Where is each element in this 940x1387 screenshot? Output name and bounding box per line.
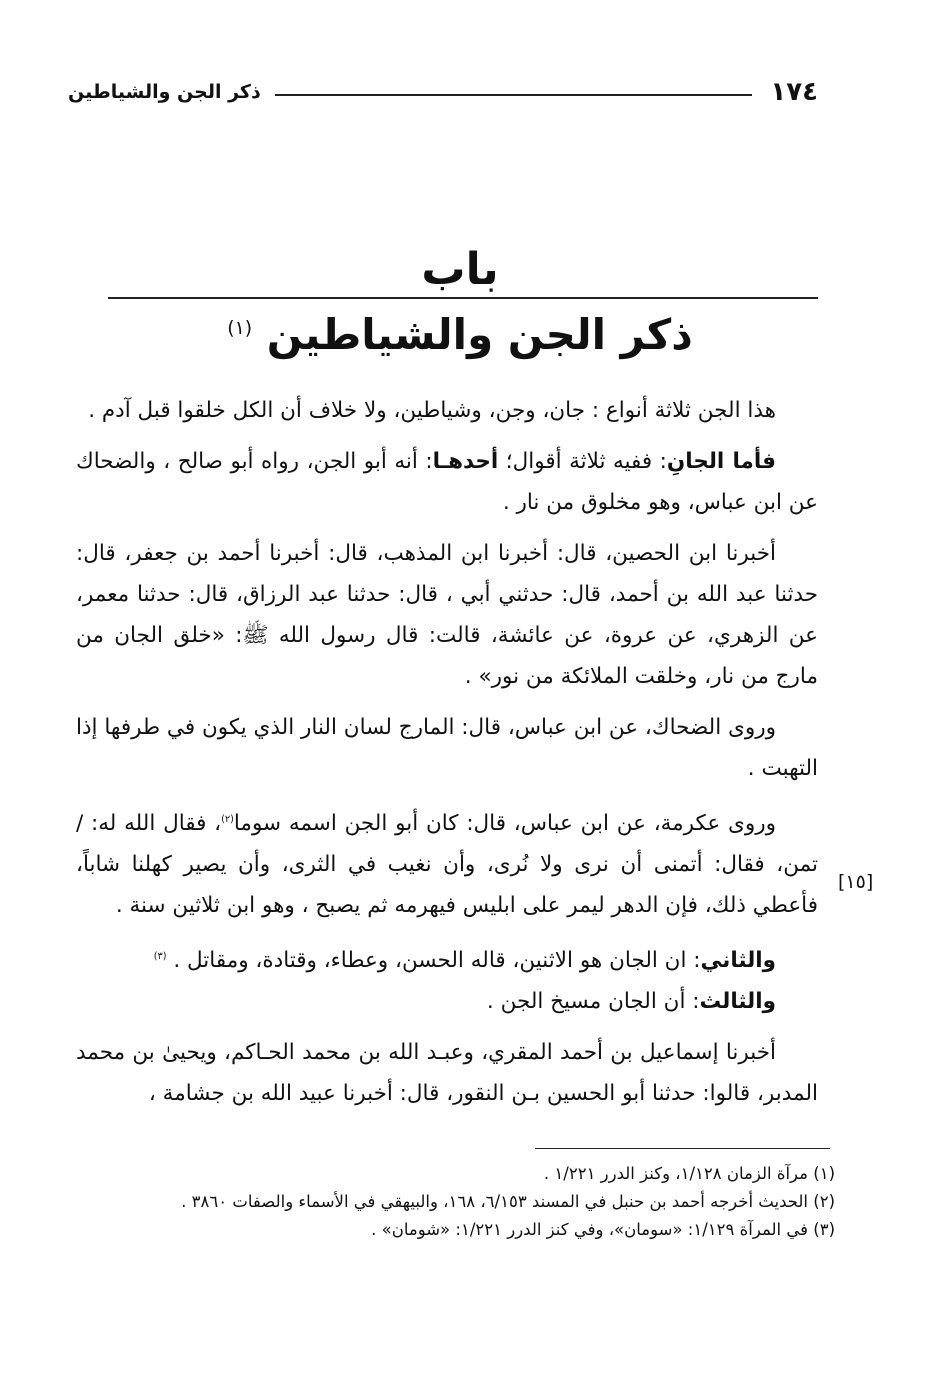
footnote-ref-2: (٢)	[221, 814, 234, 825]
paragraph-6-lead: والثاني	[700, 948, 776, 974]
chapter-title	[200, 310, 720, 360]
paragraph-2	[76, 441, 818, 523]
footnote-rule	[535, 1148, 830, 1149]
footnote-1: (١) مرآة الزمان ١/١٢٨، وكنز الدرر ١/٢٢١ .	[543, 1164, 835, 1183]
chapter-title-note: (١)	[227, 317, 253, 339]
paragraph-5-b: ، فقال الله له: / تمن، فقال: أتمنى أن نرى ولا نُرى، وأن نغيب في الثرى، وأن يصير كهلنا شاباً، فأعطي ذلك، فإن الدهر ليمر على ابليس فيهرمه ثم يصبح ، وهو ابن ثلاثين سنة .	[76, 811, 818, 919]
main-text	[76, 390, 818, 1124]
paragraph-2-first: أحدهـا	[432, 449, 499, 474]
page-number: ١٧٤	[770, 77, 818, 107]
chapter-rule	[108, 297, 818, 299]
paragraph-5-a: وروى عكرمة، عن ابن عباس، قال: كان أبو الجن اسمه سوما	[233, 811, 776, 837]
chapter-title-text: ذكر الجن والشياطين	[266, 310, 693, 359]
running-title: ذكر الجن والشياطين	[68, 81, 261, 103]
paragraph-8: أخبرنا إسماعيل بن أحمد المقري، وعبـد الله بن محمد الحـاكم، ويحيىٰ بن محمد المدبر، قالوا: حدثنا أبو الحسين بـن النقور، قال: أخبرنا عبيد الله بن جشامة ،	[76, 1040, 818, 1107]
paragraph-5	[76, 799, 818, 926]
paragraph-4: وروى الضحاك، عن ابن عباس، قال: المارج لسان النار الذي يكون في طرفها إذا التهبت .	[76, 715, 818, 781]
paragraph-6	[76, 936, 818, 981]
margin-reference: [١٥]	[838, 871, 874, 893]
footnote-ref-3: (٣)	[153, 951, 167, 963]
header-rule	[275, 94, 753, 96]
paragraph-1: هذا الجن ثلاثة أنواع : جان، وجن، وشياطين، ولا خلاف أن الكل خلقوا قبل آدم .	[88, 398, 776, 423]
paragraph-7-lead: والثالث	[699, 989, 776, 1015]
chapter-label: باب	[421, 244, 499, 295]
paragraph-3: أخبرنا ابن الحصين، قال: أخبرنا ابن المذهب، قال: أخبرنا أحمد بن جعفر، قال: حدثنا عبد الله بن أحمد، قال: حدثني أبي ، قال: حدثنا عبد الرزاق، قال: حدثنا معمر، عن الزهري، عن عروة، عن عائشة، قالت: قال رسول الله ﷺ: «خلق الجان من مارج من نار، وخلقت الملائكة من نور» .	[76, 541, 818, 689]
paragraph-6-text: : ان الجان هو الاثنين، قاله الحسن، وعطاء، وقتادة، ومقاتل .	[166, 948, 701, 974]
footnote-2: (٢) الحديث أخرجه أحمد بن حنبل في المسند ٦/١٥٣، ١٦٨، والبيهقي في الأسماء والصفات ٣٨٦٠ .	[181, 1192, 835, 1211]
paragraph-2-lead: فأما الجانِ	[666, 449, 776, 474]
running-header	[68, 72, 818, 112]
paragraph-2-a: : ففيه ثلاثة أقوال؛	[498, 449, 667, 474]
footnote-3: (٣) في المرآة ١/١٢٩: «سومان»، وفي كنز الدرر ١/٢٢١: «شومان» .	[371, 1220, 835, 1239]
paragraph-7-text: : أن الجان مسيخ الجن .	[486, 989, 700, 1015]
footnotes	[90, 1160, 835, 1244]
paragraph-2-b: : أنه أبو الجن، رواه أبو صالح ، والضحاك عن ابن عباس، وهو مخلوق من نار .	[76, 449, 818, 515]
paragraph-7	[76, 981, 818, 1022]
